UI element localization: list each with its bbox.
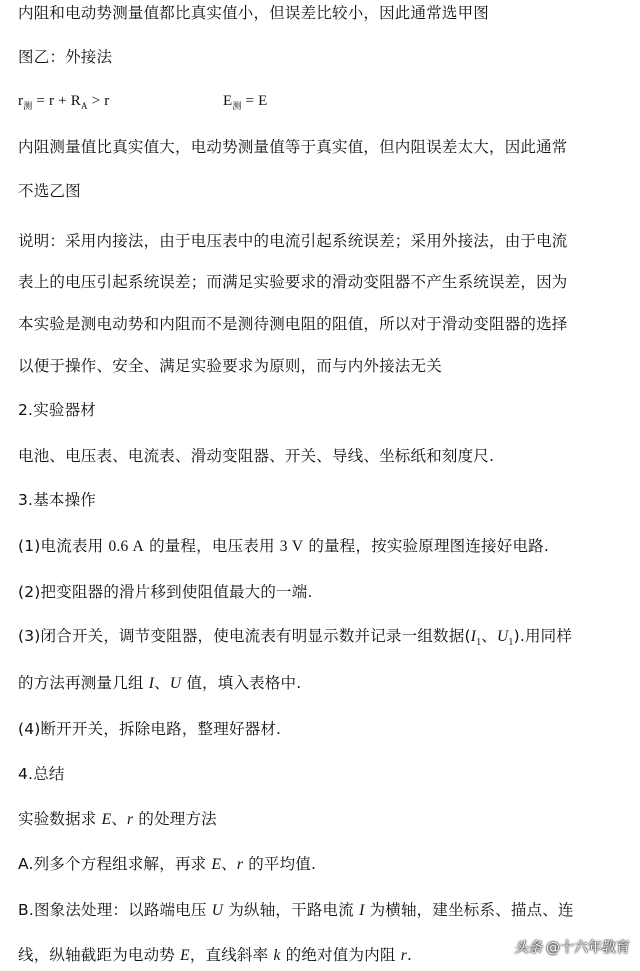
step-3-line-1: (3)闭合开关，调节变阻器，使电流表有明显示数并记录一组数据($I_1$、$U_1$).用同样 bbox=[18, 627, 573, 649]
method-b-line-2: 线，纵轴截距为电动势 E，直线斜率 k 的绝对值为内阻 r. bbox=[18, 946, 413, 964]
heading-summary: 4.总结 bbox=[18, 765, 65, 783]
summary-intro: 实验数据求 E、r 的处理方法 bbox=[18, 810, 217, 828]
watermark-handle: @十六年教育 bbox=[546, 940, 630, 956]
heading-equipment: 2.实验器材 bbox=[18, 401, 96, 419]
text-line-5: 不选乙图 bbox=[18, 182, 81, 200]
method-a: A.列多个方程组求解，再求 E、r 的平均值. bbox=[18, 855, 317, 873]
step-1: (1)电流表用 0.6 A 的量程，电压表用 3 V 的量程，按实验原理图连接好电路. bbox=[18, 537, 549, 555]
text-line-4: 内阻测量值比真实值大，电动势测量值等于真实值，但内阻误差太大，因此通常 bbox=[18, 138, 568, 156]
text-line-1: 内阻和电动势测量值都比真实值小，但误差比较小，因此通常选甲图 bbox=[18, 4, 490, 22]
step-3-line-2: 的方法再测量几组 I、U 值，填入表格中. bbox=[18, 674, 302, 692]
heading-external-method: 图乙：外接法 bbox=[18, 48, 113, 66]
method-b-line-1: B.图象法处理：以路端电压 U 为纵轴，干路电流 I 为横轴，建坐标系、描点、连 bbox=[18, 901, 574, 919]
watermark-brand: 头条 bbox=[514, 940, 542, 956]
formula-internal-resistance: $r_测 = r + R_A > r$ bbox=[18, 93, 110, 111]
equipment-list: 电池、电压表、电流表、滑动变阻器、开关、导线、坐标纸和刻度尺. bbox=[18, 447, 495, 465]
note-line-3: 本实验是测电动势和内阻而不是测待测电阻的阻值，所以对于滑动变阻器的选择 bbox=[18, 315, 568, 333]
heading-basic-operation: 3.基本操作 bbox=[18, 491, 96, 509]
note-line-2: 表上的电压引起系统误差；而满足实验要求的滑动变阻器不产生系统误差，因为 bbox=[18, 273, 568, 291]
step-2: (2)把变阻器的滑片移到使阻值最大的一端. bbox=[18, 583, 313, 601]
step-4: (4)断开开关，拆除电路，整理好器材. bbox=[18, 720, 282, 738]
note-line-1: 说明：采用内接法，由于电压表中的电流引起系统误差；采用外接法，由于电流 bbox=[18, 232, 568, 250]
note-line-4: 以便于操作、安全、满足实验要求为原则，而与内外接法无关 bbox=[18, 357, 442, 375]
formula-emf: $E_测 = E$ bbox=[223, 93, 268, 111]
watermark bbox=[514, 937, 630, 957]
